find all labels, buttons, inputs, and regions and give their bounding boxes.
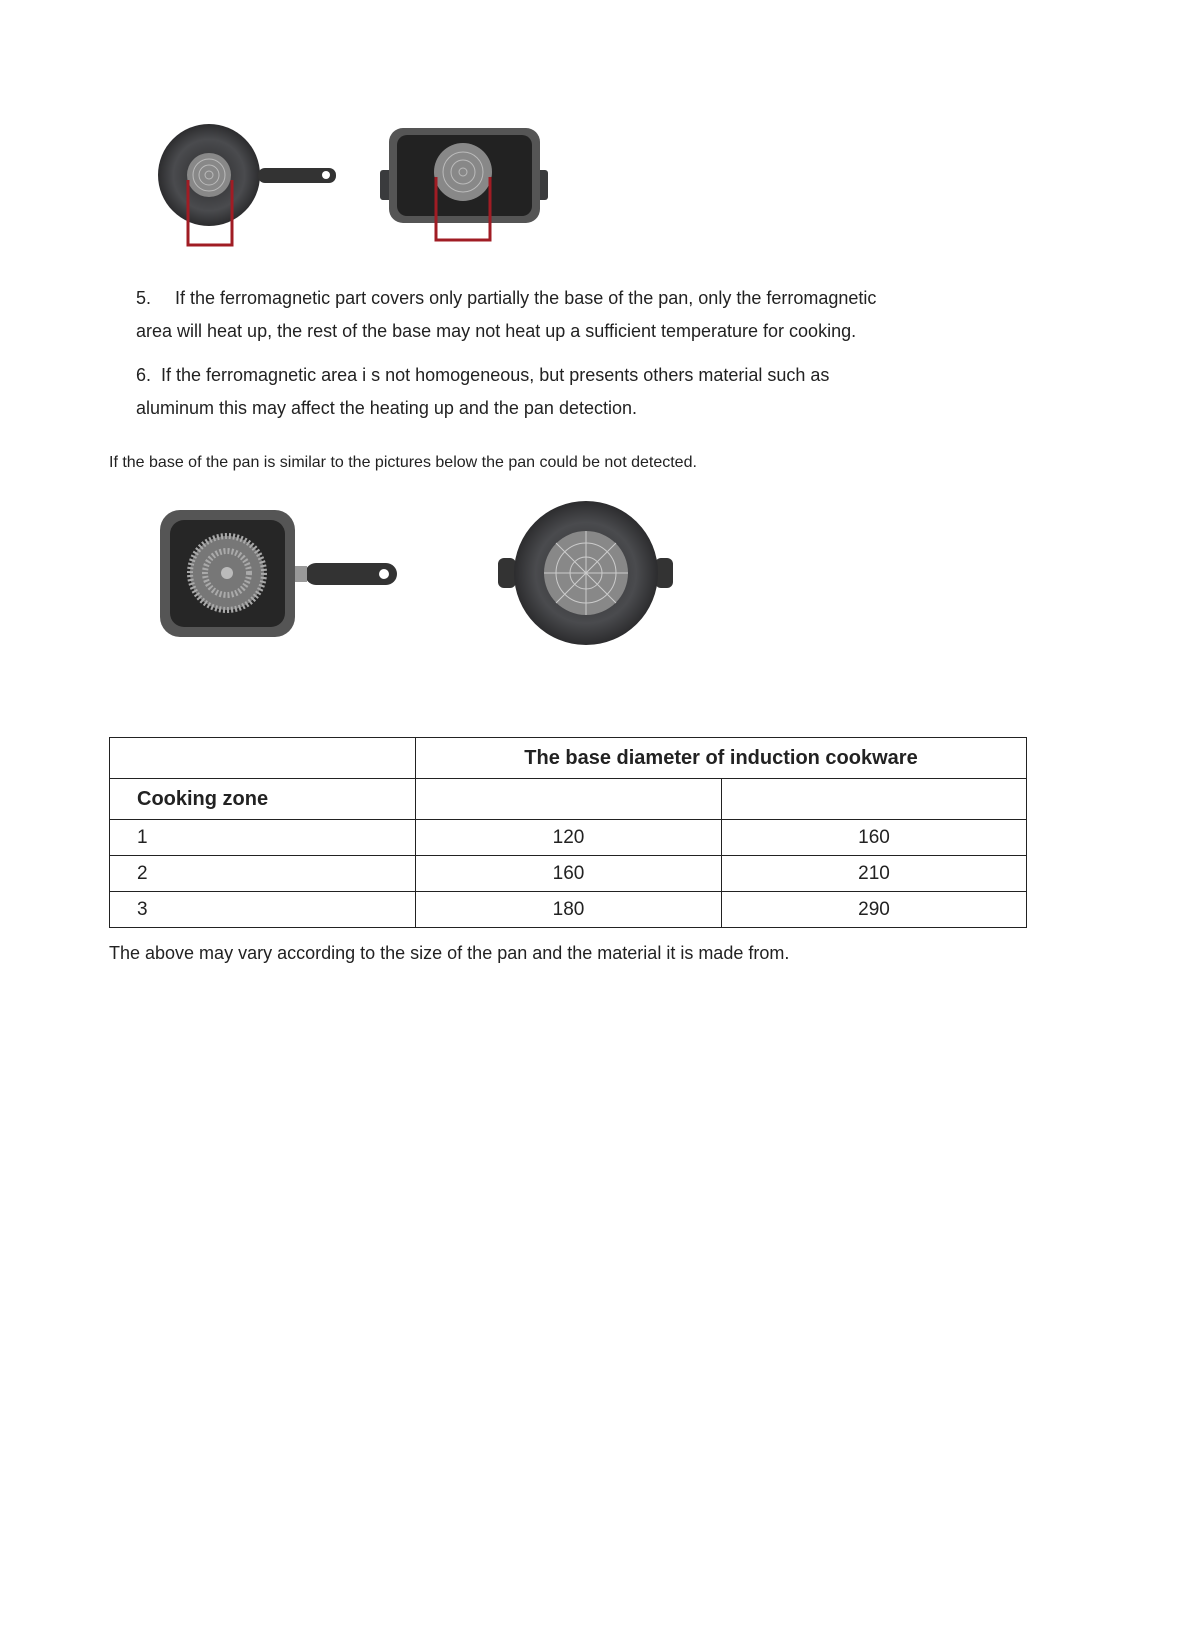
table-row xyxy=(110,856,1027,892)
min-diameter-cell: 180 xyxy=(416,892,722,928)
max-diameter-cell: 290 xyxy=(722,892,1027,928)
roasting-pan-icon xyxy=(380,128,548,223)
frying-pan-icon xyxy=(158,124,336,226)
empty-subheader-max xyxy=(722,779,1027,820)
item-text: If the ferromagnetic part covers only partially the base of the pan, only the ferromagnetic xyxy=(175,288,877,308)
min-diameter-cell: 120 xyxy=(416,820,722,856)
detection-note: If the base of the pan is similar to the pictures below the pan could be not detected. xyxy=(109,454,697,471)
footnote: The above may vary according to the size of the pan and the material it is made from. xyxy=(109,943,790,963)
undetected-pans-illustration xyxy=(155,500,685,650)
max-diameter-cell: 160 xyxy=(722,820,1027,856)
zone-cell: 2 xyxy=(110,856,416,892)
item-number: 6. xyxy=(136,365,152,385)
header-cooking-zone: Cooking zone xyxy=(110,779,416,820)
table-row xyxy=(110,892,1027,928)
partial-ferromagnetic-pans-illustration xyxy=(150,115,570,255)
round-pot-icon xyxy=(498,501,673,645)
list-item-5 xyxy=(136,282,876,348)
zone-cell: 3 xyxy=(110,892,416,928)
header-base-diameter: The base diameter of induction cookware xyxy=(416,738,1027,779)
item-text-continued: area will heat up, the rest of the base may not heat up a sufficient temperature for cooking. xyxy=(136,321,857,341)
empty-header-cell xyxy=(110,738,416,779)
max-diameter-cell: 210 xyxy=(722,856,1027,892)
table-row xyxy=(110,820,1027,856)
list-item-6 xyxy=(136,359,829,425)
cookware-diameter-table xyxy=(109,737,1027,928)
item-text: If the ferromagnetic area i s not homogeneous, but presents others material such as xyxy=(161,365,830,385)
item-number: 5. xyxy=(136,288,152,308)
min-diameter-cell: 160 xyxy=(416,856,722,892)
zone-cell: 1 xyxy=(110,820,416,856)
empty-subheader-min xyxy=(416,779,722,820)
square-pan-icon xyxy=(160,510,397,637)
item-text-continued: aluminum this may affect the heating up and the pan detection. xyxy=(136,398,637,418)
